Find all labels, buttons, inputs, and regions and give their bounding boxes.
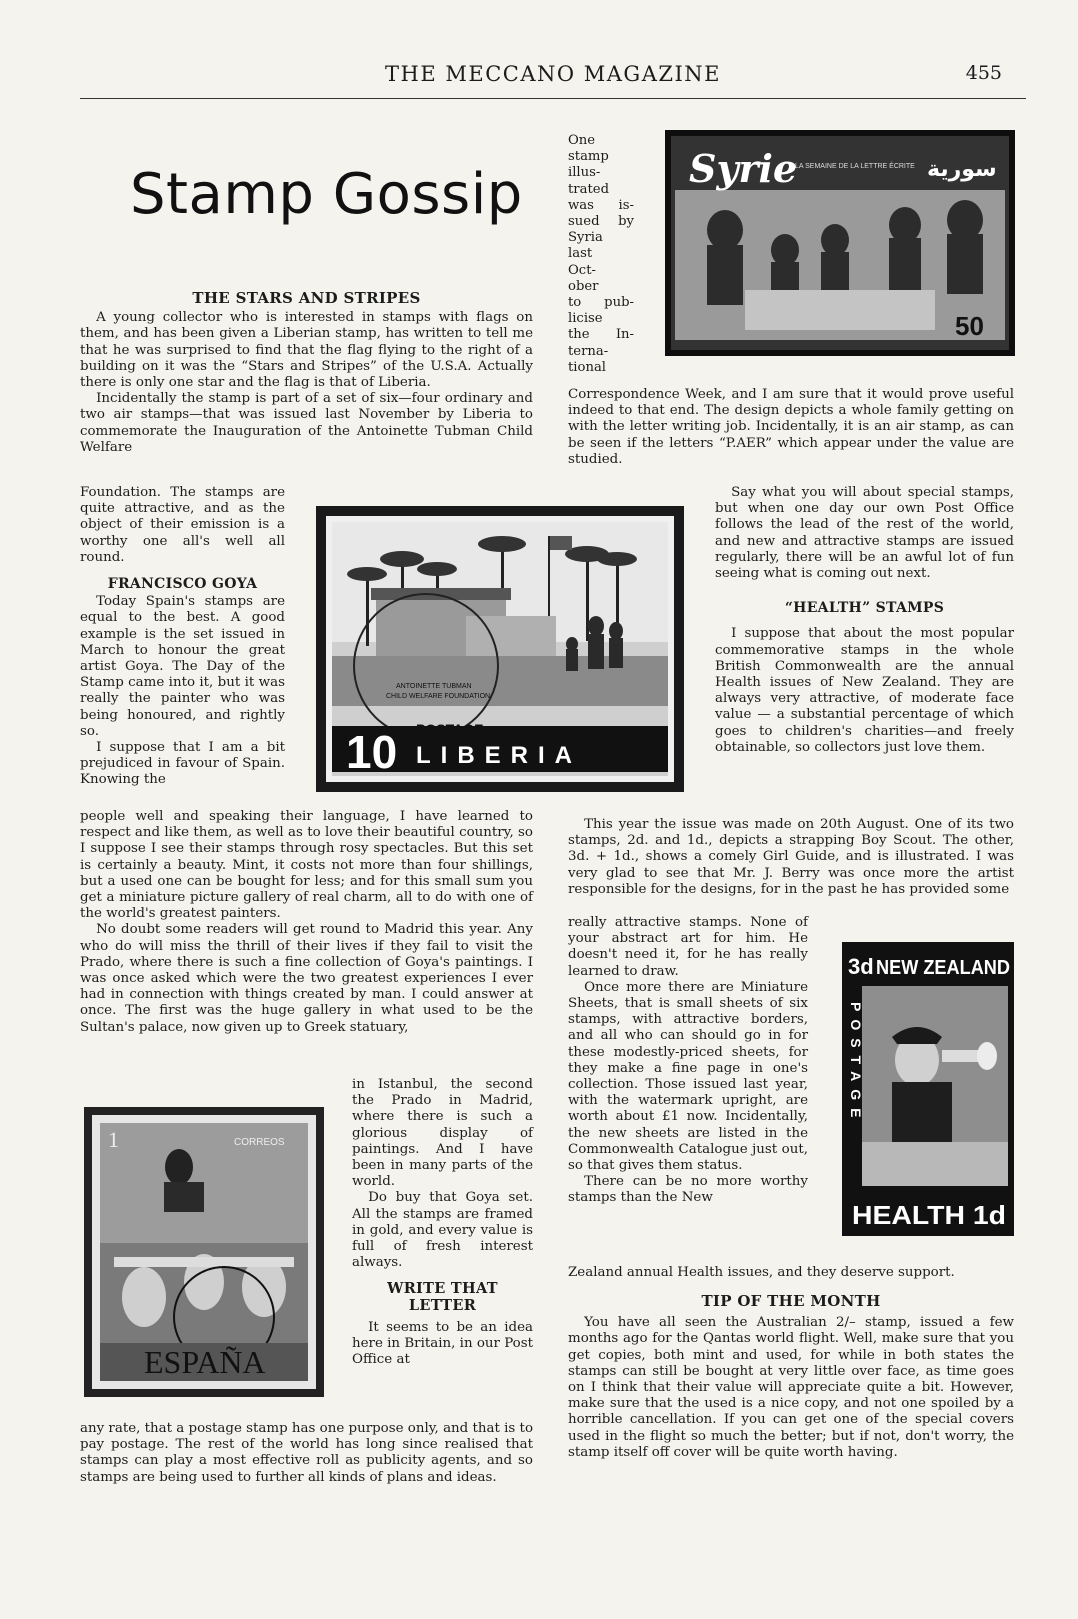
heading-stars-and-stripes: THE STARS AND STRIPES <box>192 289 421 307</box>
syria-line: last <box>568 246 593 262</box>
section-health-end <box>568 1265 1014 1281</box>
syria-narrow-text <box>568 133 634 376</box>
spain-country: ESPAÑA <box>144 1344 266 1380</box>
syria-line: licise <box>568 311 603 327</box>
section-tip-of-the-month <box>568 1293 1014 1461</box>
nz-top-value: 3d <box>848 954 874 979</box>
spain-goya-stamp-image <box>84 1107 324 1397</box>
syria-line: Oct- <box>568 262 596 278</box>
liberia-caption1: ANTOINETTE TUBMAN <box>396 683 472 690</box>
paragraph: You have all seen the Australian 2/– stamp, issued a few months ago for the Qantas world flight. Well, make sure that you get copies, both mint and used, for while in both states the stamps can still be bought at very little over face, as time goes on I think that their value will appreciate quite a bit. However, make sure that the used is a nice copy, and not one spoiled by a horrible cancellation. If you can get one of the special covers used in the flight so much the better; but if not, don't worry, the stamp itself off cover will be quite worth having. <box>568 1315 1014 1460</box>
syria-value: 50 <box>955 311 984 341</box>
syria-line: tional <box>568 359 607 375</box>
paragraph: any rate, that a postage stamp has one purpose only, and that is to pay postage. The rest of the world has long since realised that stamps can play a most effective roll as publicity agents, and so stamps are being used to further all kinds of plans and ideas. <box>80 1421 533 1485</box>
section-syria-cont <box>568 387 1014 468</box>
article-title: Stamp Gossip <box>130 162 523 227</box>
paragraph: It seems to be an idea here in Britain, in our Post Office at <box>352 1319 533 1368</box>
paragraph: A young collector who is interested in stamps with flags on them, and has been given a Liberian stamp, has written to tell me that he was surprised to find that the flag flying to the right of a building on it was the “Stars and Stripes” of the U.S.A. Actually there is only one star and the flag is that of Liberia. <box>80 310 533 391</box>
section-goya-narrow <box>80 485 285 789</box>
syria-line: sued by <box>568 214 634 230</box>
paragraph: people well and speaking their language, I have learned to respect and like them, as well as to love their beautiful country, so I suppose I see their stamps through rosy spectacles. But this set is certainly a beauty. Mint, it costs not more than four shillings, but a used one can be bought for less; and for this small sum you get a miniature picture gallery of real charm, all to do with one of the world's greatest painters. <box>80 809 533 922</box>
section-goya-wide <box>80 809 533 1036</box>
nz-country: NEW ZEALAND <box>876 957 1010 979</box>
paragraph: I suppose that about the most popular commemorative stamps in the whole British Commonwealth are the annual Health issues of New Zealand. They are always very attractive, of moderate face value — a substantial percentage of which goes to children's charities—and freely obtainable, so collectors just love them. <box>715 626 1014 755</box>
nz-health: HEALTH 1d <box>852 1200 1006 1230</box>
syria-line: Syria <box>568 230 603 246</box>
syria-line: ober <box>568 278 599 294</box>
page-number: 455 <box>965 62 1002 84</box>
paragraph: Do buy that Goya set. All the stamps are framed in gold, and every value is full of fresh interest always. <box>352 1190 533 1271</box>
spain-correos: CORREOS <box>234 1137 285 1148</box>
paragraph: This year the issue was made on 20th August. One of its two stamps, 2d. and 1d., depicts a strapping Boy Scout. The other, 3d. + 1d., shows a comely Girl Guide, and is illustrated. I was very glad to see that Mr. J. Berry was once more the artist responsible for the designs, for in the past he has provided some <box>568 817 1014 897</box>
syria-arabic: سورية <box>927 157 997 182</box>
paragraph: in Istanbul, the second the Prado in Madrid, where there is such a glorious display of paintings. And I have been in many parts of the world. <box>352 1077 533 1190</box>
syria-line: was is- <box>568 197 634 213</box>
syria-subtitle: LA SEMAINE DE LA LETTRE ÉCRITE <box>795 163 915 170</box>
section-health-mid <box>568 817 1014 898</box>
heading-francisco-goya: FRANCISCO GOYA <box>107 576 258 593</box>
liberia-stamp-image <box>316 506 684 792</box>
paragraph: I suppose that I am a bit prejudiced in favour of Spain. Knowing the <box>80 740 285 788</box>
paragraph: No doubt some readers will get round to Madrid this year. Any who do will miss the thrill of their lives if they fail to visit the Prado, where there is such a fine collection of Goya's paintings. I was once asked which were the two greatest experiences I ever had in connection with things created by man. I could answer at once. The first was the huge gallery in what used to be the Sultan's palace, now given up to Greek statuary, <box>80 922 533 1035</box>
syria-stamp-image <box>665 130 1015 356</box>
syria-name: Syrie <box>689 146 798 191</box>
heading-tip-of-the-month: TIP OF THE MONTH <box>701 1292 881 1310</box>
liberia-caption2: CHILD WELFARE FOUNDATION <box>386 693 491 700</box>
syria-line: to pub- <box>568 295 634 311</box>
section-write-letter-cont <box>80 1421 533 1486</box>
magazine-title: THE MECCANO MAGAZINE <box>385 62 721 86</box>
heading-write-that-letter: WRITE THAT LETTER <box>387 1280 498 1314</box>
paragraph: Correspondence Week, and I am sure that it would prove useful indeed to that end. The design depicts a whole family getting on with the letter writing job. Incidentally, it is an air stamp, as can be seen if the letters “P.AER” which appear under the value are studied. <box>568 387 1014 467</box>
syria-line: One <box>568 133 596 148</box>
paragraph: Once more there are Miniature Sheets, that is small sheets of six stamps, with attractive borders, and all who can should go in for these modestly-priced sheets, for they make a fine page in one's collection. Those issued last year, with the watermark upright, are worth about £1 now. Incidentally, the new sheets are listed in the Commonwealth Catalogue just out, so that gives them status. <box>568 979 808 1174</box>
liberia-postage: POSTAGE <box>416 721 484 737</box>
paragraph: Zealand annual Health issues, and they deserve support. <box>568 1265 955 1280</box>
liberia-value: 10 <box>346 726 398 778</box>
section-goya-right-of-spain <box>352 1077 533 1368</box>
syria-line: trated <box>568 181 610 197</box>
heading-health-stamps: “HEALTH” STAMPS <box>784 600 945 617</box>
paragraph: Say what you will about special stamps, but when one day our own Post Office follows the lead of the rest of the world, and new and attractive stamps are issued regularly, there will be an awful lot of fun seeing what is coming out next. <box>715 485 1014 582</box>
spain-value: 1 <box>108 1127 119 1152</box>
syria-line: terna- <box>568 343 609 359</box>
liberia-country: LIBERIA <box>416 742 582 769</box>
syria-line: the In- <box>568 327 634 343</box>
nz-side-postage: POSTAGE <box>848 1002 864 1126</box>
paragraph: There can be no more worthy stamps than the New <box>568 1174 808 1206</box>
section-stars-and-stripes <box>80 290 533 456</box>
section-health-narrow <box>568 915 808 1207</box>
paragraph: Incidentally the stamp is part of a set of six—four ordinary and two air stamps—that was issued last November by Liberia to commemorate the Inauguration of the Antoinette Tubman Child Welfare <box>80 391 533 455</box>
syria-line: illus- <box>568 165 601 181</box>
section-health-upper <box>715 485 1014 756</box>
paragraph: really attractive stamps. None of your abstract art for him. He doesn't need it, for he has really learned to draw. <box>568 915 808 979</box>
new-zealand-health-stamp-image <box>842 942 1014 1236</box>
syria-line: stamp <box>568 149 609 165</box>
paragraph: Foundation. The stamps are quite attractive, and as the object of their emission is a worthy one all's well all round. <box>80 485 285 565</box>
page-header <box>80 58 1026 99</box>
paragraph: Today Spain's stamps are equal to the best. A good example is the set issued in March to honour the great artist Goya. The Day of the Stamp came into it, but it was really the painter who was being honoured, and rightly so. <box>80 594 285 739</box>
